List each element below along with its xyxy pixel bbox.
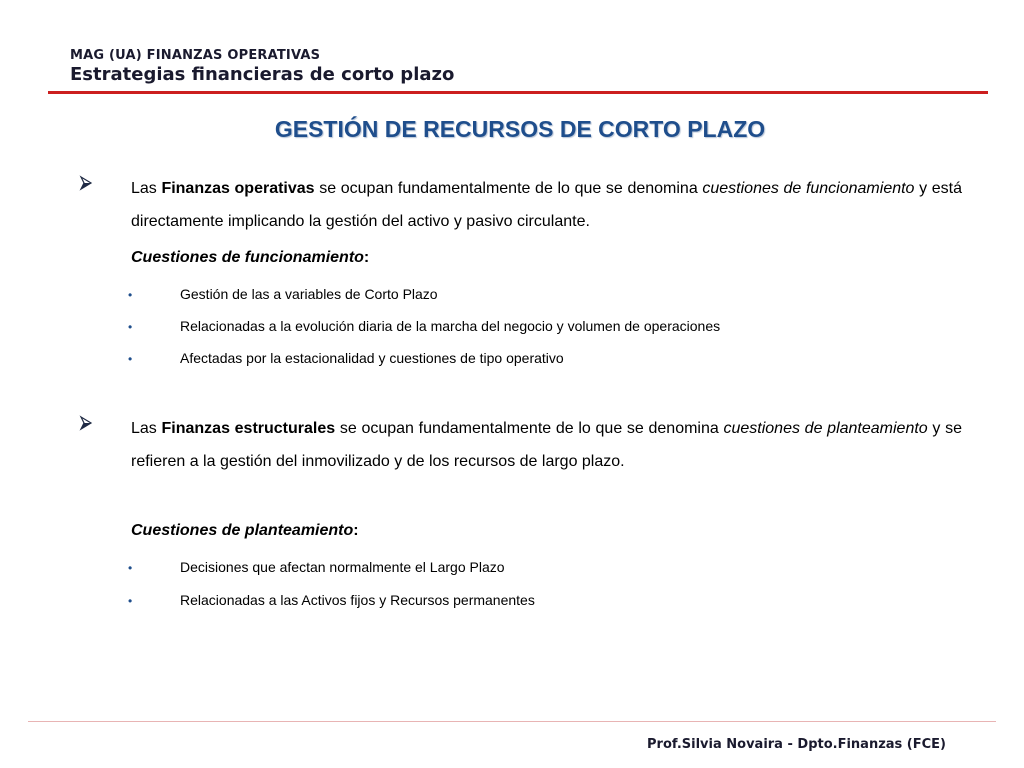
bullet-dot-icon: • <box>128 352 133 366</box>
para1-italic: cuestiones de funcionamiento <box>702 180 915 197</box>
list-item <box>128 559 505 575</box>
para1-end: y está directamente implicando la gestión del activo y pasivo circulante. <box>131 180 962 230</box>
paragraph-finanzas-estructurales <box>78 412 962 478</box>
slide-subtitle: Estrategias financieras de corto plazo <box>70 64 455 85</box>
para2-end: y se refieren a la gestión del inmovilizado y de los recursos de largo plazo. <box>131 420 962 470</box>
subhead-funcionamiento-text: Cuestiones de funcionamiento <box>131 249 364 266</box>
subhead-planteamiento <box>131 522 359 540</box>
bullet-dot-icon: • <box>128 320 133 334</box>
footer-credit: Prof.Silvia Novaira - Dpto.Finanzas (FCE) <box>647 737 946 752</box>
list-item-text: Gestión de las a variables de Corto Plazo <box>180 286 438 302</box>
list-item <box>128 286 438 302</box>
bullet-dot-icon: • <box>128 594 133 608</box>
para1-las: Las <box>131 180 162 197</box>
list-item <box>128 318 720 334</box>
bullet-dot-icon: • <box>128 561 133 575</box>
list-item-text: Afectadas por la estacionalidad y cuestiones de tipo operativo <box>180 350 564 366</box>
para2-las: Las <box>131 420 162 437</box>
para2-mid: se ocupan fundamentalmente de lo que se denomina <box>335 420 724 437</box>
para2-bold: Finanzas estructurales <box>161 420 336 437</box>
list-item <box>128 592 535 608</box>
subhead-colon: : <box>353 522 359 539</box>
list-item-text: Relacionadas a la evolución diaria de la marcha del negocio y volumen de operaciones <box>180 318 721 334</box>
list-item-text: Decisiones que afectan normalmente el Largo Plazo <box>180 559 505 575</box>
subhead-colon: : <box>363 249 370 266</box>
bullet-dot-icon: • <box>128 288 133 302</box>
list-item-text: Relacionadas a las Activos fijos y Recursos permanentes <box>180 592 535 608</box>
paragraph-finanzas-operativas <box>78 172 962 238</box>
list-item <box>128 350 564 366</box>
para1-mid: se ocupan fundamentalmente de lo que se denomina <box>314 180 703 197</box>
header-divider <box>48 91 988 94</box>
para2-italic: cuestiones de planteamiento <box>723 420 928 437</box>
subhead-planteamiento-text: Cuestiones de planteamiento <box>131 522 354 539</box>
para1-bold: Finanzas operativas <box>161 180 315 197</box>
subhead-funcionamiento <box>131 249 369 267</box>
footer-divider <box>28 721 996 722</box>
course-label: MAG (UA) FINANZAS OPERATIVAS <box>70 48 321 63</box>
arrow-bullet-icon <box>78 175 94 191</box>
arrow-bullet-icon <box>78 415 94 431</box>
slide-title: GESTIÓN DE RECURSOS DE CORTO PLAZO <box>274 116 766 142</box>
